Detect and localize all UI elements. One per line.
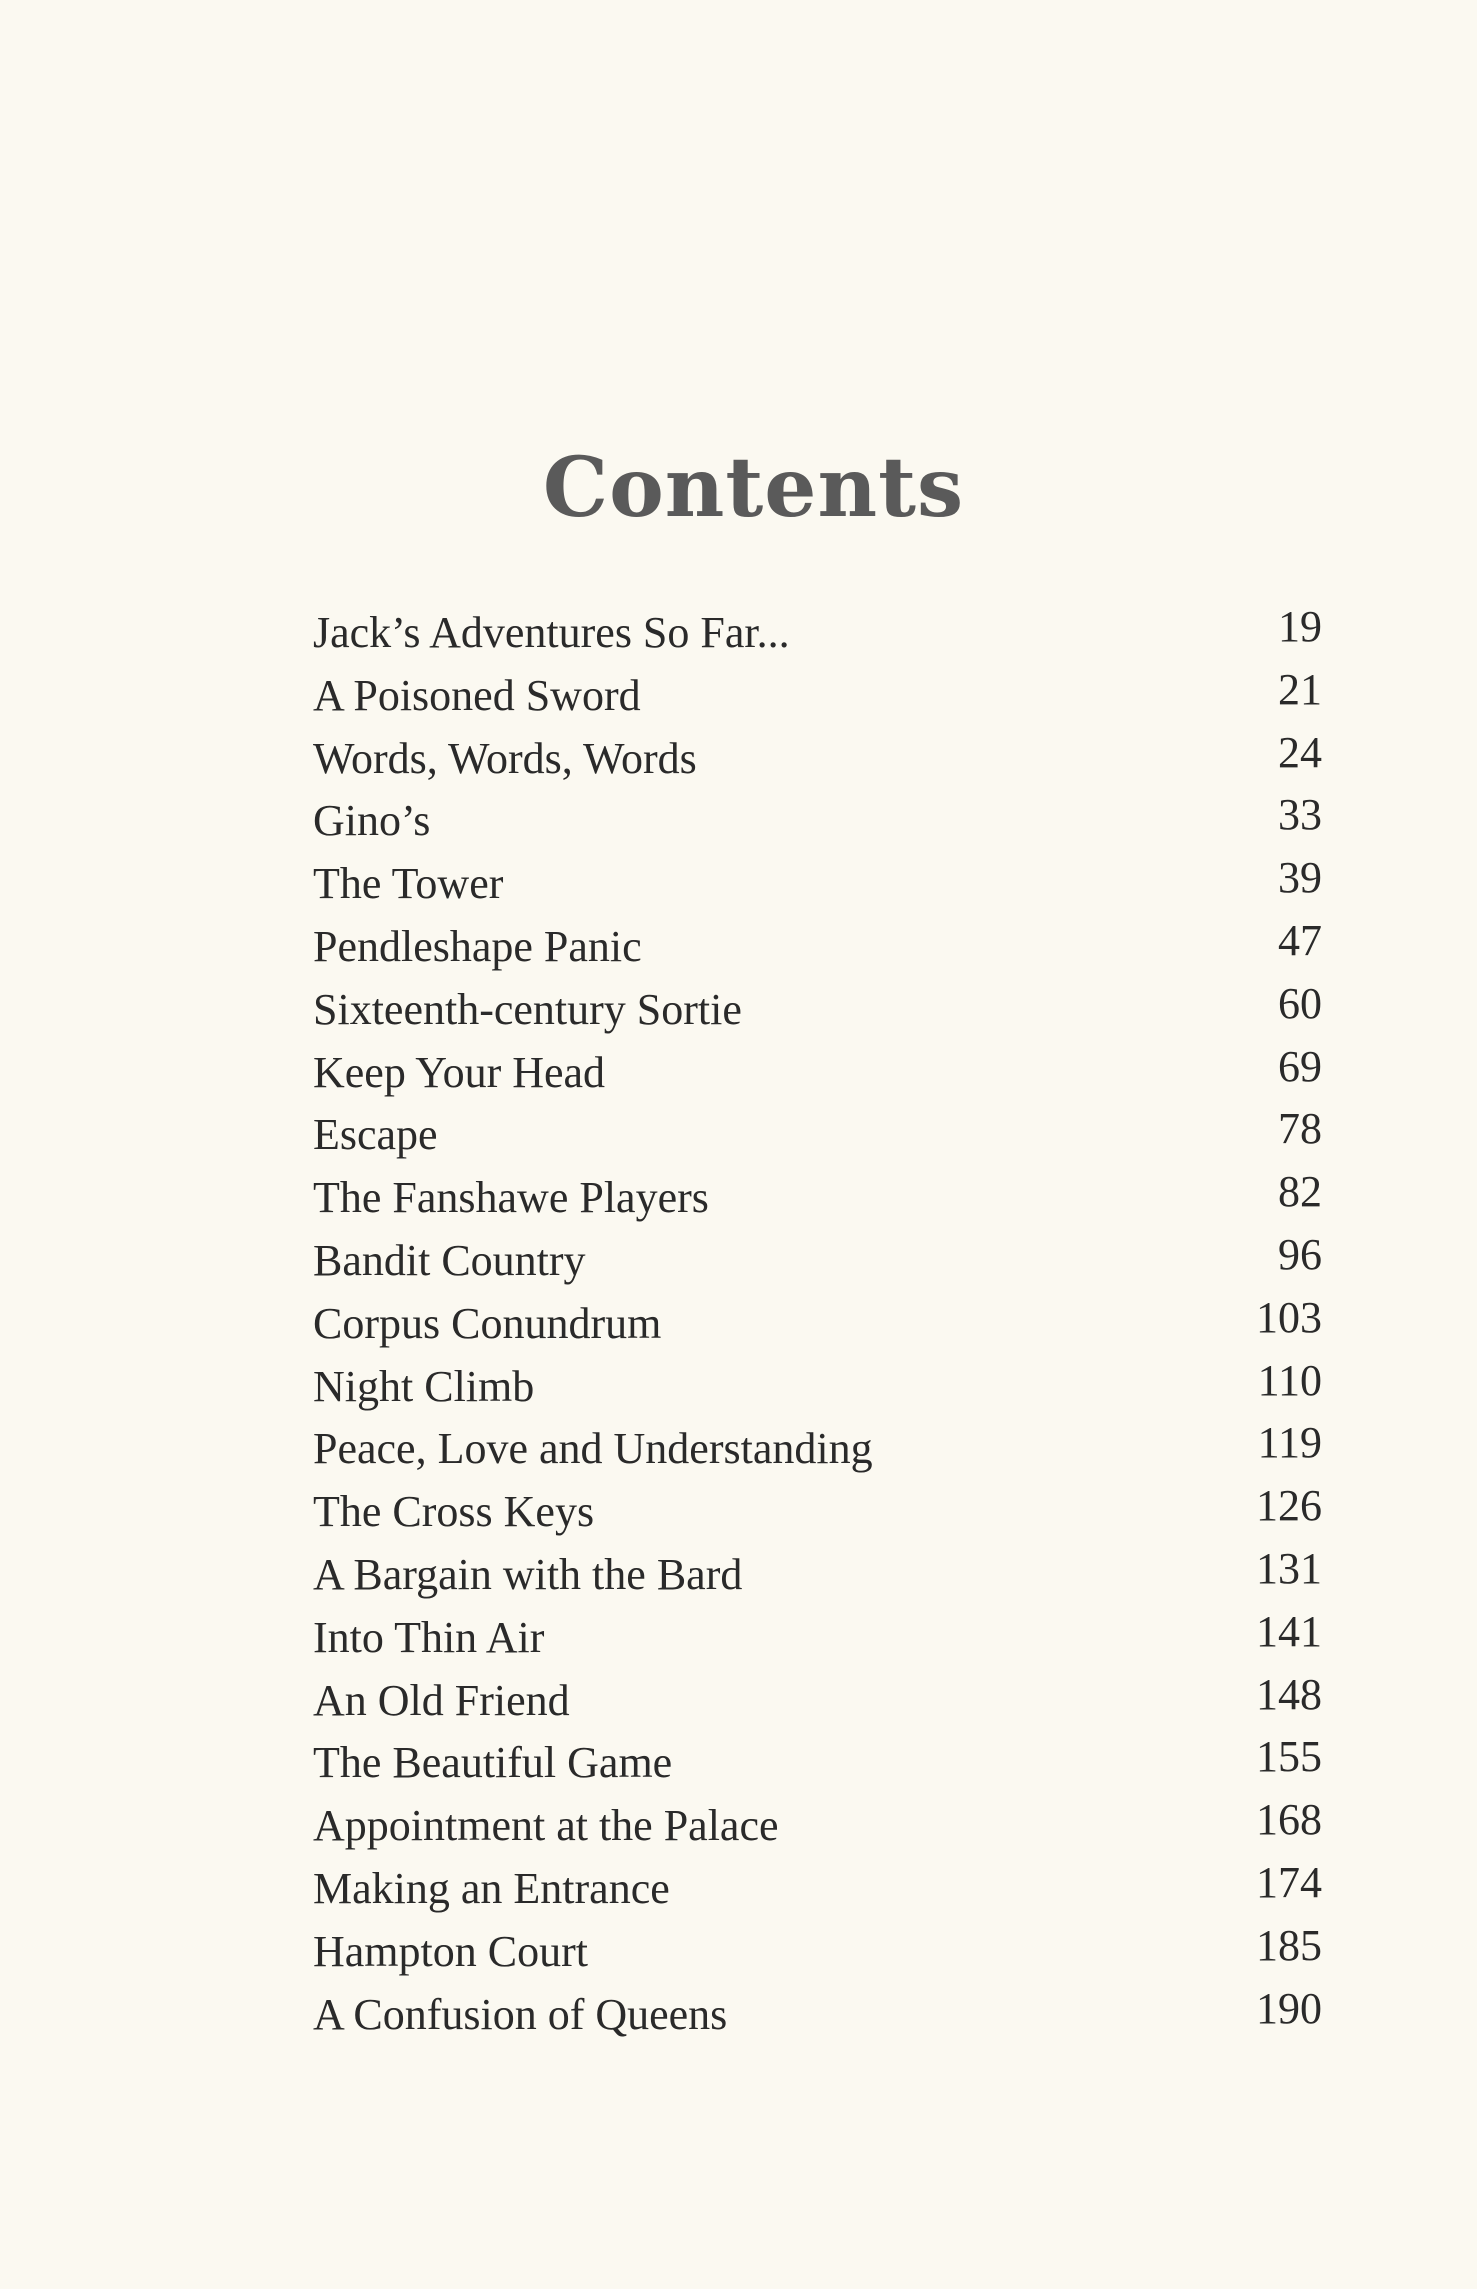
toc-entry [0, 1230, 1477, 1293]
toc-entry-page: 126 [1256, 1481, 1322, 1531]
toc-entry-title: The Cross Keys [313, 1487, 595, 1537]
toc-entry [0, 1795, 1477, 1858]
toc-entry [0, 1921, 1477, 1984]
toc-entry-title: Words, Words, Words [313, 733, 697, 783]
toc-entry-title: A Bargain with the Bard [313, 1549, 743, 1599]
toc-entry [0, 728, 1477, 791]
toc-entry [0, 1042, 1477, 1105]
toc-entry-page: 168 [1256, 1795, 1322, 1845]
toc-entry [0, 979, 1477, 1042]
toc-entry [0, 1607, 1477, 1670]
toc-entry-title: Making an Entrance [313, 1863, 670, 1913]
toc-entry-page: 96 [1278, 1229, 1322, 1279]
toc-entry-page: 131 [1256, 1543, 1322, 1593]
toc-entry [0, 1984, 1477, 2047]
page-title: Contents [542, 440, 965, 536]
toc-entry-title: Keep Your Head [313, 1047, 606, 1097]
toc-entry [0, 916, 1477, 979]
toc-entry-page: 141 [1256, 1606, 1322, 1656]
toc-entry-page: 33 [1278, 790, 1322, 840]
toc-entry-title: The Beautiful Game [313, 1738, 673, 1788]
table-of-contents [0, 602, 1477, 2046]
toc-entry [0, 1167, 1477, 1230]
toc-entry-page: 78 [1278, 1104, 1322, 1154]
toc-entry [0, 1544, 1477, 1607]
toc-entry-page: 119 [1257, 1418, 1322, 1468]
toc-entry-title: Pendleshape Panic [313, 921, 642, 971]
toc-entry-title: Into Thin Air [313, 1612, 545, 1662]
toc-entry [0, 665, 1477, 728]
toc-entry-title: Bandit Country [313, 1235, 586, 1285]
toc-entry [0, 1732, 1477, 1795]
toc-entry-page: 60 [1278, 978, 1322, 1028]
toc-entry-title: Corpus Conundrum [313, 1298, 662, 1348]
toc-entry-title: The Tower [313, 859, 504, 909]
toc-entry-page: 39 [1278, 853, 1322, 903]
toc-entry-title: A Poisoned Sword [313, 670, 641, 720]
toc-entry [0, 1858, 1477, 1921]
toc-entry-page: 24 [1278, 727, 1322, 777]
toc-entry [0, 1293, 1477, 1356]
toc-entry-page: 110 [1257, 1355, 1322, 1405]
toc-entry-title: Jack’s Adventures So Far... [313, 608, 790, 657]
toc-entry [0, 1670, 1477, 1733]
toc-entry [0, 1418, 1477, 1481]
toc-entry [0, 602, 1477, 665]
toc-entry-page: 155 [1256, 1732, 1322, 1782]
toc-entry-page: 47 [1278, 915, 1322, 965]
toc-entry-page: 148 [1256, 1669, 1322, 1719]
toc-entry-page: 103 [1256, 1292, 1322, 1342]
toc-entry [0, 1104, 1477, 1167]
toc-entry-page: 190 [1256, 1983, 1322, 2033]
toc-entry [0, 790, 1477, 853]
toc-entry [0, 1481, 1477, 1544]
toc-entry-page: 185 [1256, 1920, 1322, 1970]
toc-entry-title: Appointment at the Palace [313, 1801, 779, 1851]
toc-entry [0, 853, 1477, 916]
toc-entry-page: 69 [1278, 1041, 1322, 1091]
toc-entry-title: Sixteenth-century Sortie [313, 984, 742, 1034]
toc-entry [0, 1356, 1477, 1419]
toc-entry-title: Peace, Love and Understanding [313, 1424, 873, 1474]
toc-entry-page: 82 [1278, 1167, 1322, 1217]
toc-entry-page: 19 [1278, 602, 1322, 651]
toc-entry-page: 174 [1256, 1857, 1322, 1907]
toc-entry-title: The Fanshawe Players [313, 1173, 709, 1223]
toc-entry-title: Hampton Court [313, 1926, 588, 1976]
toc-entry-title: Night Climb [313, 1361, 535, 1411]
toc-entry-title: An Old Friend [313, 1675, 570, 1725]
toc-entry-title: A Confusion of Queens [313, 1989, 728, 2039]
toc-entry-title: Gino’s [313, 796, 431, 846]
toc-entry-title: Escape [313, 1110, 438, 1160]
toc-entry-page: 21 [1278, 664, 1322, 714]
